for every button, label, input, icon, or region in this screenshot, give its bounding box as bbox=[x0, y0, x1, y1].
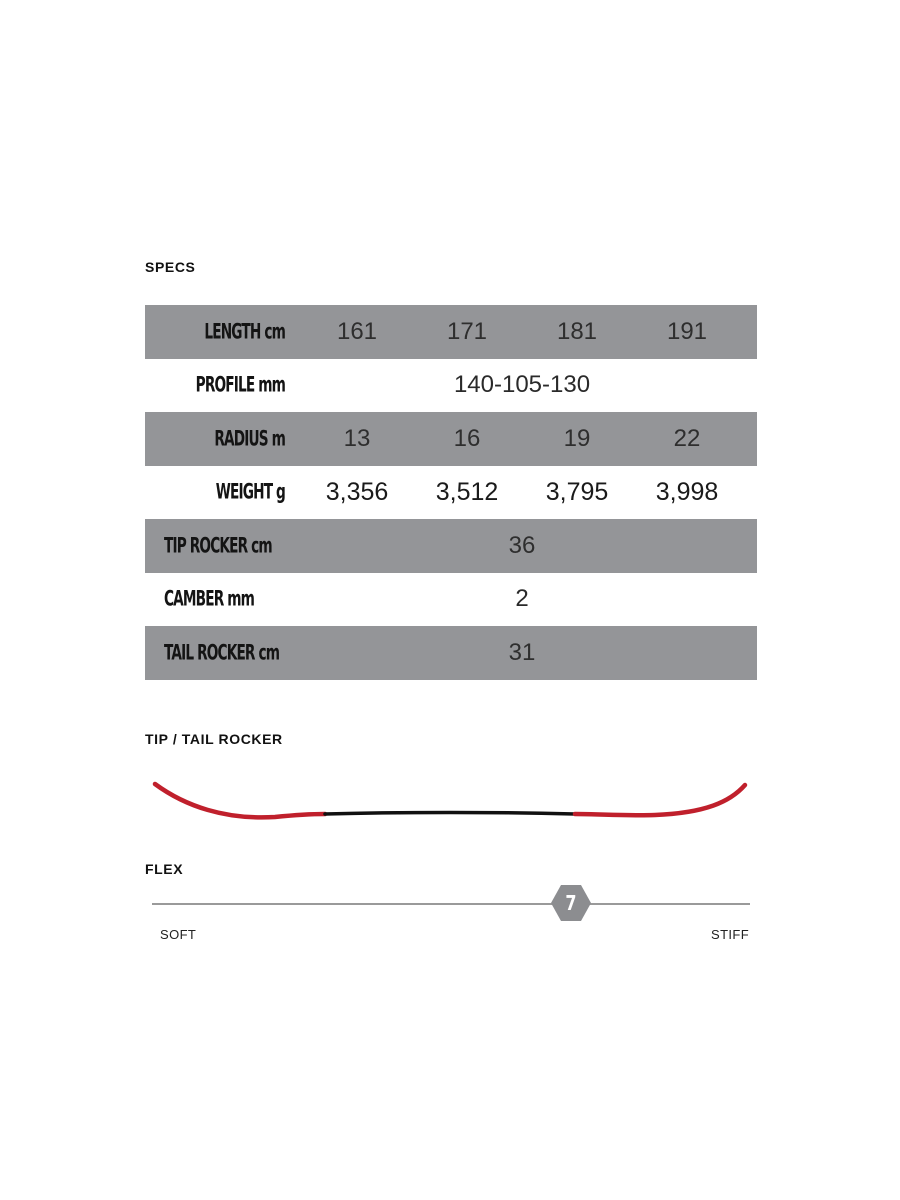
length-value: 171 bbox=[446, 317, 488, 345]
profile-value: 140-105-130 bbox=[453, 371, 591, 399]
tip-rocker-value: 36 bbox=[508, 531, 536, 559]
spec-values-camber bbox=[302, 573, 742, 627]
radius-value: 19 bbox=[563, 424, 591, 452]
camber-section-line bbox=[325, 813, 575, 815]
tail-rocker-value: 31 bbox=[508, 638, 536, 666]
length-value: 191 bbox=[666, 317, 708, 345]
spec-label-profile: PROFILE mm bbox=[195, 372, 285, 398]
spec-row-camber bbox=[145, 573, 757, 627]
weight-value: 3,795 bbox=[545, 477, 609, 506]
radius-value: 16 bbox=[453, 424, 481, 452]
flex-scale bbox=[145, 884, 757, 924]
weight-value: 3,356 bbox=[325, 477, 389, 506]
spec-row-profile bbox=[145, 359, 757, 413]
flex-soft-label: SOFT bbox=[160, 927, 197, 942]
spec-values-tail-rocker bbox=[302, 626, 742, 680]
spec-row-tip-rocker bbox=[145, 519, 757, 573]
tail-rocker-curve bbox=[575, 785, 745, 815]
flex-stiff-label: STIFF bbox=[711, 927, 750, 942]
tip-rocker-curve bbox=[155, 784, 325, 817]
rocker-section-title: TIP / TAIL ROCKER bbox=[145, 731, 283, 747]
spec-label-tip-rocker: TIP ROCKER cm bbox=[164, 533, 272, 559]
rocker-profile-diagram bbox=[145, 770, 757, 830]
spec-row-length bbox=[145, 305, 757, 359]
spec-row-radius bbox=[145, 412, 757, 466]
length-value: 161 bbox=[336, 317, 378, 345]
spec-values-radius bbox=[302, 412, 742, 466]
length-value: 181 bbox=[556, 317, 598, 345]
spec-values-length bbox=[302, 305, 742, 359]
flex-rating-badge bbox=[551, 885, 591, 921]
spec-row-weight bbox=[145, 466, 757, 520]
spec-values-profile bbox=[302, 359, 742, 413]
spec-values-weight bbox=[302, 466, 742, 520]
spec-label-length: LENGTH cm bbox=[204, 319, 285, 345]
specs-table bbox=[145, 305, 757, 680]
spec-label-radius: RADIUS m bbox=[214, 426, 285, 452]
radius-value: 13 bbox=[343, 424, 371, 452]
flex-rating-value: 7 bbox=[565, 891, 577, 915]
weight-value: 3,512 bbox=[435, 477, 499, 506]
spec-values-tip-rocker bbox=[302, 519, 742, 573]
flex-scale-line bbox=[152, 903, 750, 905]
spec-label-weight: WEIGHT g bbox=[215, 479, 285, 505]
flex-section-title: FLEX bbox=[145, 861, 184, 877]
camber-value: 2 bbox=[515, 585, 529, 613]
spec-label-tail-rocker: TAIL ROCKER cm bbox=[164, 640, 280, 666]
spec-label-camber: CAMBER mm bbox=[164, 586, 255, 612]
radius-value: 22 bbox=[673, 424, 701, 452]
specs-section-title: SPECS bbox=[145, 259, 196, 275]
weight-value: 3,998 bbox=[655, 477, 719, 506]
spec-row-tail-rocker bbox=[145, 626, 757, 680]
